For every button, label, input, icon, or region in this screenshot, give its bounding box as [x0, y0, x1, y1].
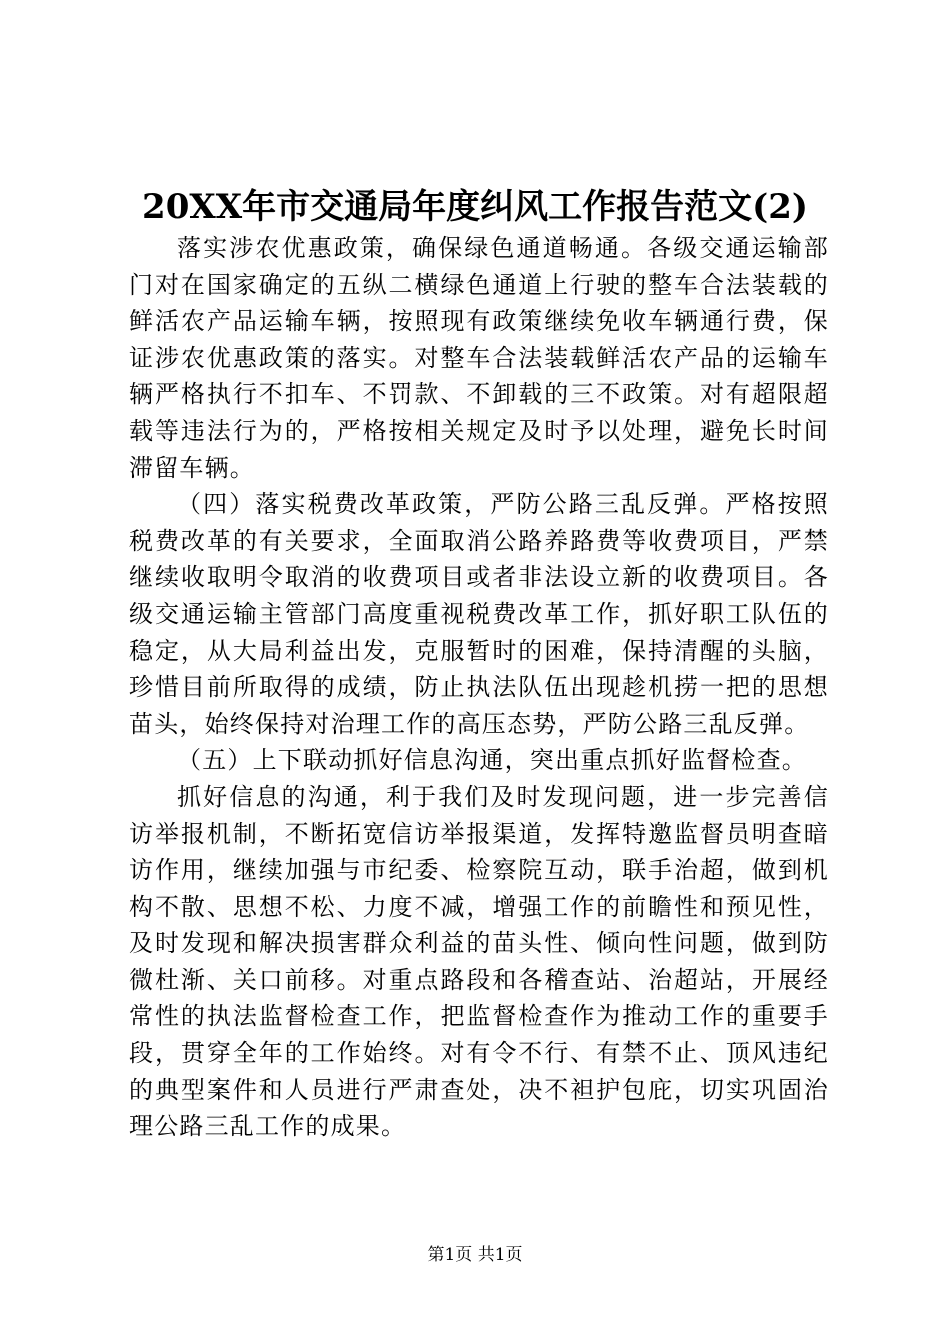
paragraph-information-communication: 抓好信息的沟通，利于我们及时发现问题，进一步完善信访举报机制，不断拓宽信访举报渠道，发挥特邀监督员明查暗访作用，继续加强与市纪委、检察院互动，联手治超，做到机构不散、思想不松、力度不减，增强工作的前瞻性和预见性，及时发现和解决损害群众利益的苗头性、倾向性问题，做到防微杜渐、关口前移。对重点路段和各稽查站、治超站，开展经常性的执法监督检查工作，把监督检查作为推动工作的重要手段，贯穿全年的工作始终。对有令不行、有禁不止、顶风违纪的典型案件和人员进行严肃查处，决不袒护包庇，切实巩固治理公路三乱工作的成果。	[129, 782, 829, 1141]
paragraph-tax-reform: （四）落实税费改革政策，严防公路三乱反弹。严格按照税费改革的有关要求，全面取消公路养路费等收费项目，严禁继续收取明令取消的收费项目或者非法设立新的收费项目。各级交通运输主管部门高度重视税费改革工作，抓好职工队伍的稳定，从大局利益出发，克服暂时的困难，保持清醒的头脑，珍惜目前所取得的成绩，防止执法队伍出现趁机捞一把的思想苗头，始终保持对治理工作的高压态势，严防公路三乱反弹。	[129, 490, 829, 738]
document-body	[129, 230, 829, 1145]
paragraph-linkage-heading: （五）上下联动抓好信息沟通，突出重点抓好监督检查。	[177, 746, 807, 775]
document-title: 20XX年市交通局年度纠风工作报告范文(2)	[142, 187, 808, 227]
page-number-footer: 第1页 共1页	[427, 1245, 523, 1265]
paragraph-green-channel: 落实涉农优惠政策，确保绿色通道畅通。各级交通运输部门对在国家确定的五纵二横绿色通道上行驶的整车合法装载的鲜活农产品运输车辆，按照现有政策继续免收车辆通行费，保证涉农优惠政策的落实。对整车合法装载鲜活农产品的运输车辆严格执行不扣车、不罚款、不卸载的三不政策。对有超限超载等违法行为的，严格按相关规定及时予以处理，避免长时间滞留车辆。	[129, 234, 829, 482]
